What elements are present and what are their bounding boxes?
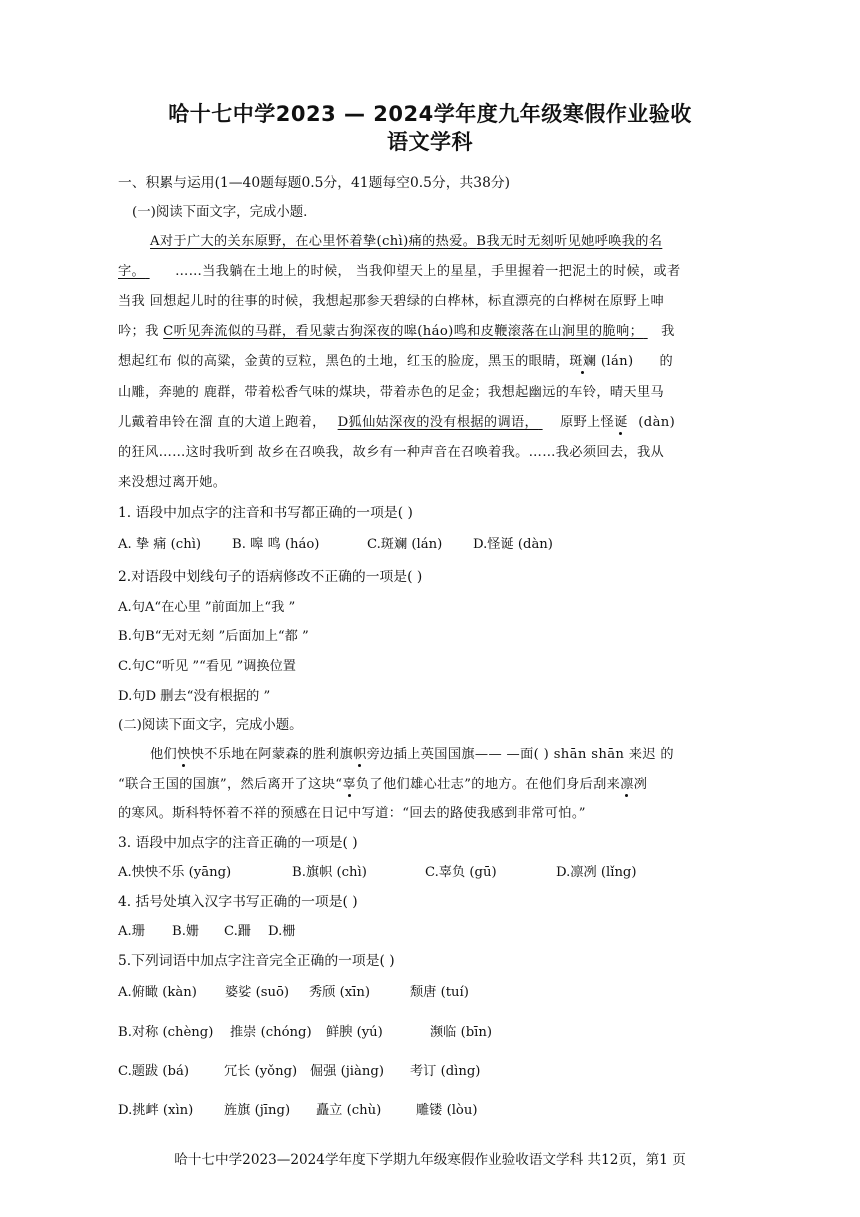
part1-heading: (一)阅读下面文字，完成小题.: [132, 205, 308, 220]
sentence-b-end: 字。: [118, 264, 146, 279]
question-1-option-b: B. 嗥 鸣 (háo): [232, 537, 320, 552]
section-heading: 一、积累与运用(1—40题每题0.5分，41题每空0.5分，共38分): [118, 175, 511, 191]
sentence-a: A对于广大的关东原野，在心里怀着挚(chì)痛的热爱。: [150, 234, 477, 249]
passage-line-4: [118, 320, 675, 339]
passage-text: ……当我躺在土地上的时候， 当我仰望天上的星星，手里握着一把泥土的时候，或者: [175, 264, 681, 279]
underline-gap: [643, 324, 651, 339]
question-5-row-b-4: 濒临 (bīn): [430, 1025, 493, 1040]
question-5-row-b-1: B.对称 (chèng): [118, 1025, 214, 1040]
passage-text: 儿戴着串铃在溜 直的大道上跑着，: [118, 415, 326, 430]
passage-text: 怏不乐地在阿蒙森的胜利旗: [190, 747, 354, 762]
underline-gap: [145, 264, 165, 279]
question-1-option-c: C.斑斓 (lán): [367, 537, 443, 552]
question-5-row-c-1: C.题跋 (bá): [118, 1064, 189, 1079]
passage-text: 原野上怪: [560, 415, 615, 430]
dotted-word: 斑斓: [569, 354, 597, 369]
question-5-row-d-2: 旌旗 (jīng): [224, 1103, 291, 1118]
question-2-stem: 2.对语段中划线句子的语病修改不正确的一项是( ): [118, 569, 423, 585]
question-4-option-d: D.栅: [268, 924, 296, 939]
passage-text: “联合王国的国旗”，然后离开了这块“: [118, 777, 343, 792]
passage-line-5: [118, 350, 673, 369]
question-5-row-d-3: 矗立 (chù): [316, 1103, 382, 1118]
passage-text: 吟；我: [118, 324, 164, 339]
sentence-d: D狐仙姑深夜的没有根据的调语，: [337, 415, 539, 430]
underline-gap: [538, 415, 548, 430]
passage2-line-3: 的寒风。斯科特怀着不祥的预感在日记中写道：“回去的路使我感到非常可怕。”: [118, 806, 586, 821]
passage-text: 我: [661, 324, 675, 339]
question-5-row-a-3: 秀颀 (xīn): [309, 985, 371, 1000]
passage-text: 想起红布 似的高粱，金黄的豆粒，黑色的土地，红玉的脸庞，黑玉的眼睛，: [118, 354, 570, 369]
sentence-b-start: B我无时无刻听见她呼唤我的名: [476, 234, 663, 249]
question-5-row-c-2: 冗长 (yǒng): [224, 1064, 298, 1079]
passage-text: 旁边插上英国国旗—— —面( ) shān shān 来迟 的: [366, 747, 674, 762]
passage2-line-1: [150, 743, 674, 762]
question-5-stem: 5.下列词语中加点字注音完全正确的一项是( ): [118, 953, 395, 969]
question-3-option-d: D.凛冽 (lǐng): [556, 865, 637, 880]
passage-line-1: [150, 230, 662, 249]
dotted-word: 诞: [614, 415, 628, 430]
question-3-option-a: A.怏怏不乐 (yāng): [118, 865, 232, 880]
dotted-char: 凛: [620, 777, 634, 792]
dotted-char: 帜: [353, 747, 367, 762]
question-1-option-a: A. 挚 痛 (chì): [118, 537, 202, 552]
question-4-option-c: C.跚: [224, 924, 251, 939]
passage-text: 他们: [150, 747, 178, 762]
passage2-line-2: [118, 773, 647, 792]
question-5-row-b-2: 推崇 (chóng): [230, 1025, 312, 1040]
question-5-row-a-2: 婆娑 (suō): [225, 985, 290, 1000]
passage-text: 负了他们雄心壮志”的地方。在他们身后刮来: [355, 777, 621, 792]
question-5-row-b-3: 鲜腴 (yú): [326, 1025, 383, 1040]
question-4-stem: 4. 括号处填入汉字书写正确的一项是( ): [118, 894, 358, 910]
exam-title: 哈十七中学2023 — 2024学年度九年级寒假作业验收: [168, 102, 692, 126]
part2-heading: (二)阅读下面文字，完成小题。: [118, 718, 303, 733]
question-5-row-d-4: 雕镂 (lòu): [416, 1103, 478, 1118]
question-2-option-a: A.句A“在心里 ”前面加上“我 ”: [118, 600, 296, 615]
question-1-option-d: D.怪诞 (dàn): [473, 537, 553, 552]
question-5-row-d-1: D.挑衅 (xìn): [118, 1103, 194, 1118]
question-2-option-c: C.句C“听见 ”“看见 ”调换位置: [118, 659, 296, 674]
passage-text: 的: [659, 354, 674, 369]
exam-subtitle: 语文学科: [387, 130, 473, 154]
question-3-stem: 3. 语段中加点字的注音正确的一项是( ): [118, 835, 358, 851]
passage-line-6: 山雕，奔驰的 鹿群，带着松香气味的煤块，带着赤色的足金；我想起幽远的车铃，晴天里马: [118, 385, 665, 400]
passage-line-7: [118, 411, 675, 430]
question-4-option-a: A.珊: [118, 924, 145, 939]
question-5-row-c-3: 倔强 (jiàng): [310, 1064, 384, 1079]
question-5-row-a-1: A.俯瞰 (kàn): [118, 985, 197, 1000]
question-2-option-d: D.句D 删去“没有根据的 ”: [118, 689, 271, 704]
pinyin: (dàn): [633, 415, 676, 430]
passage-text: 冽: [633, 777, 648, 792]
question-2-option-b: B.句B“无对无刻 ”后面加上“都 ”: [118, 629, 309, 644]
question-4-option-b: B.姗: [172, 924, 200, 939]
question-3-option-b: B.旗帜 (chì): [292, 865, 367, 880]
passage-line-9: 来没想过离开她。: [118, 475, 227, 490]
dotted-char: 辜: [342, 777, 356, 792]
question-5-row-a-4: 颓唐 (tuí): [410, 985, 469, 1000]
question-1-stem: 1. 语段中加点字的注音和书写都正确的一项是( ): [118, 505, 413, 521]
pinyin: (lán): [596, 354, 634, 369]
dotted-char: 怏: [177, 747, 191, 762]
page-footer: 哈十七中学2023—2024学年度下学期九年级寒假作业验收语文学科 共12页，第1 页: [174, 1152, 686, 1168]
passage-line-3: 当我 回想起儿时的往事的时候，我想起那参天碧绿的白桦林，标直漂亮的白桦树在原野上呻: [118, 294, 665, 309]
sentence-c: C听见奔流似的马群，看见蒙古狗深夜的嗥(háo)鸣和皮鞭滚落在山涧里的脆响；: [163, 324, 644, 339]
passage-line-8: 的狂风……这时我听到 故乡在召唤我，故乡有一种声音在召唤着我。……我必须回去，我从: [118, 445, 665, 460]
question-5-row-c-4: 考订 (dìng): [410, 1064, 481, 1079]
question-3-option-c: C.辜负 (gū): [425, 865, 497, 880]
passage-line-2: [118, 260, 681, 279]
